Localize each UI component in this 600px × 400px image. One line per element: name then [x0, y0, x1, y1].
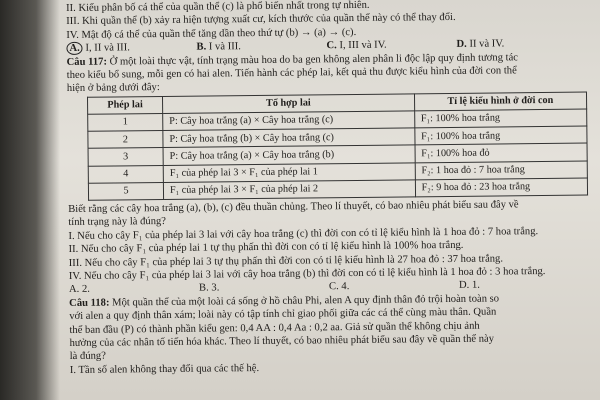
cell-cross-no: 4	[88, 165, 163, 183]
q117-option-c-text: 4.	[341, 281, 350, 293]
cell-combination: F₁ của phép lai 3 × F₁ của phép lai 2	[163, 180, 415, 200]
q117-after-1: Biết rằng các cây hoa trắng (a), (b), (c) đều thuần chủng. Theo lí thuyết, có bao nhiêu phát biểu sau đây về	[68, 199, 519, 215]
cell-combination: F₁ của phép lai 3 × F₁ của phép lai 1	[163, 162, 415, 182]
q117-option-b-letter: B.	[198, 282, 209, 295]
q117-label: Câu 117:	[66, 56, 108, 68]
page-content	[66, 0, 590, 377]
q118-line-2: với alen a quy định thân xám; loài này có tập tính chỉ giao phối giữa các cá thể cùng màu thân. Quần	[69, 306, 497, 323]
cross-results-table	[87, 91, 588, 200]
cell-cross-no: 3	[88, 148, 163, 166]
q117-statement-iv: IV. Nếu cho cây F₁ của phép lai 3 lai với cây hoa trắng (b) thì đời con có tỉ lệ kiểu hình là 1 hoa đỏ : 3 hoa trắng.	[68, 265, 546, 282]
q117-option-a	[69, 282, 199, 297]
q118-statement-i: I. Tần số alen không thay đổi qua các thế hệ.	[69, 362, 260, 376]
option-d-text: II và IV.	[469, 38, 505, 50]
q118-line-5: là đúng?	[69, 351, 106, 363]
option-d-letter: D.	[456, 39, 467, 51]
header-combination: Tổ hợp lai	[162, 94, 414, 114]
q117-option-b-text: 3.	[211, 282, 220, 294]
option-c	[326, 38, 456, 53]
page-edge-shadow	[0, 0, 60, 400]
cell-ratio: F₁: 100% hoa trắng	[414, 109, 587, 128]
cell-combination: P: Cây hoa trắng (a) × Cây hoa trắng (c)	[163, 111, 415, 131]
q117-option-d-letter: D.	[458, 280, 470, 292]
q117-statement-ii: II. Nếu cho cây F₁ của phép lai 1 tự thụ phấn thì đời con có tỉ lệ kiểu hình là 100% hoa trắng.	[68, 240, 464, 256]
cell-cross-no: 5	[88, 182, 163, 200]
option-c-letter: C.	[326, 40, 337, 52]
option-b-letter: B.	[196, 41, 207, 53]
option-c-text: I, III và IV.	[339, 39, 387, 52]
cell-ratio: F₁: 100% hoa trắng	[414, 126, 587, 145]
cell-combination: P: Cây hoa trắng (a) × Cây hoa trắng (b)	[163, 145, 415, 165]
statement-iv-prev: IV. Mật độ cá thể của quần thể tăng dần theo thứ tự (b) → (a) → (c).	[66, 26, 357, 41]
cell-combination: P: Cây hoa trắng (b) × Cây hoa trắng (c)	[163, 128, 415, 148]
q117-statement-i: I. Nếu cho cây F₁ của phép lai 3 lai với cây hoa trắng (c) thì đời con có tỉ lệ kiểu hình là 1 hoa đỏ : 7 hoa trắng.	[68, 225, 539, 242]
q117-option-a-letter: A.	[68, 284, 80, 296]
q117-intro-3: hiện ở bảng dưới đây:	[66, 82, 160, 95]
header-ratio: Tỉ lệ kiểu hình ở đời con	[414, 92, 587, 111]
q117-option-d	[459, 278, 589, 293]
cell-cross-no: 1	[88, 114, 163, 132]
statement-iii-prev: III. Khi quần thể (b) xảy ra hiện tượng xuất cư, kích thước của quần thể này có thể thay đổi.	[66, 12, 456, 28]
cell-ratio: F₂: 9 hoa đỏ : 23 hoa trắng	[415, 178, 588, 197]
q117-option-d-text: 1.	[471, 280, 480, 292]
q118-line-4: hưởng của các nhân tố tiến hóa khác. Theo lí thuyết, có bao nhiêu phát biểu sau đây về quần thể này	[69, 333, 495, 350]
q117-intro-1-text: Ở một loài thực vật, tính trạng màu hoa do ba gen không alen phân li độc lập quy định tương tác	[109, 51, 519, 68]
q117-option-b	[199, 281, 329, 296]
statement-ii-prev: II. Kiểu phân bố cá thể của quần thể (c) là phổ biến nhất trong tự nhiên.	[66, 0, 370, 14]
option-b	[196, 39, 326, 54]
option-d	[456, 37, 586, 52]
q118-label: Câu 118:	[69, 297, 110, 309]
option-a	[66, 41, 196, 56]
q117-intro-2: theo kiểu bổ sung, mỗi gen có hai alen. Tiến hành các phép lai, kết quả thu được kiểu hình của đời con thể	[66, 65, 517, 82]
q118-line-1-text: Một quần thể của một loài cá sống ở hồ châu Phi, alen A quy định thân đỏ trội hoàn toàn so	[112, 293, 500, 309]
q117-statement-iii: III. Nếu cho cây F₁ của phép lai 3 tự thụ phấn thì đời con có tỉ lệ kiểu hình là 27 hoa đỏ : 37 hoa trắng.	[68, 253, 504, 269]
cell-ratio: F₂: 1 hoa đỏ : 7 hoa trắng	[415, 161, 588, 180]
option-a-letter-circled: A.	[66, 42, 82, 55]
cell-ratio: F₁: 100% hoa đỏ	[415, 143, 588, 162]
q118-line-3: thể ban đầu (P) có thành phần kiểu gen: 0,4 AA : 0,4 Aa : 0,2 aa. Giả sử quần thể không chịu ảnh	[69, 320, 480, 336]
q117-option-c	[329, 279, 459, 294]
q117-option-a-text: 2.	[81, 284, 90, 296]
header-cross: Phép lai	[87, 96, 162, 114]
q117-option-c-letter: C.	[328, 281, 339, 293]
option-a-text: I, II và III.	[85, 42, 130, 55]
option-b-text: I và III.	[208, 41, 241, 53]
cell-cross-no: 2	[88, 131, 163, 149]
q117-after-2: tính trạng này là đúng?	[68, 216, 167, 229]
